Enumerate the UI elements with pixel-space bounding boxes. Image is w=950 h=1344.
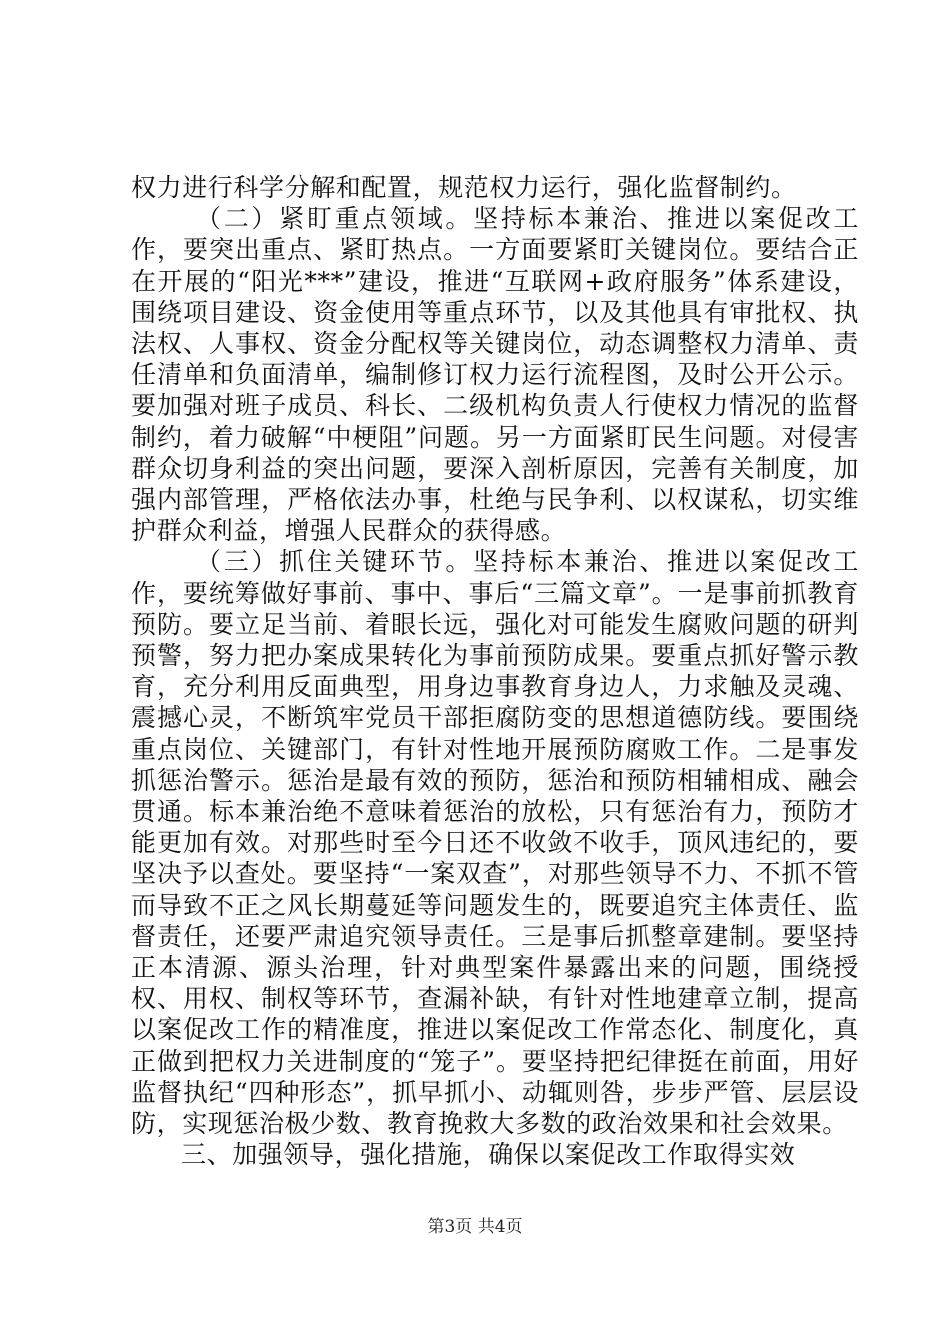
paragraph-continuation: 权力进行科学分解和配置，规范权力运行，强化监督制约。 — [131, 173, 797, 202]
section-heading: 三、加强领导，强化措施，确保以案促改工作取得实效 — [181, 1140, 796, 1170]
page-number: 第3页 共4页 — [427, 1217, 523, 1237]
document-body — [131, 172, 859, 1171]
paragraph-focus-areas: （二）紧盯重点领域。坚持标本兼治、推进以案促改工作，要突出重点、紧盯热点。一方面要紧盯关键岗位。要结合正在开展的“阳光***”建设，推进“互联网+政府服务”体系建设，围绕项目建设、资金使用等重点环节，以及其他具有审批权、执法权、人事权、资金分配权等关键岗位，动态调整权力清单、责任清单和负面清单，编制修订权力运行流程图，及时公开公示。要加强对班子成员、科长、二级机构负责人行使权力情况的监督制约，着力破解“中梗阻”问题。另一方面紧盯民生问题。对侵害群众切身利益的突出问题，要深入剖析原因，完善有关制度，加强内部管理，严格依法办事，杜绝与民争利、以权谋私，切实维护群众利益，增强人民群众的获得感。 — [131, 204, 859, 546]
paragraph-key-links: （三）抓住关键环节。坚持标本兼治、推进以案促改工作，要统筹做好事前、事中、事后“三篇文章”。一是事前抓教育预防。要立足当前、着眼长远，强化对可能发生腐败问题的研判预警，努力把办案成果转化为事前预防成果。要重点抓好警示教育，充分利用反面典型，用身边事教育身边人，力求触及灵魂、震撼心灵，不断筑牢党员干部拒腐防变的思想道德防线。要围绕重点岗位、关键部门，有针对性地开展预防腐败工作。二是事发抓惩治警示。惩治是最有效的预防，惩治和预防相辅相成、融会贯通。标本兼治绝不意味着惩治的放松，只有惩治有力，预防才能更加有效。对那些时至今日还不收敛不收手，顶风违纪的，要坚决予以查处。要坚持“一案双查”，对那些领导不力、不抓不管而导致不正之风长期蔓延等问题发生的，既要追究主体责任、监督责任，还要严肃追究领导责任。三是事后抓整章建制。要坚持正本清源、源头治理，针对典型案件暴露出来的问题，围绕授权、用权、制权等环节，查漏补缺，有针对性地建章立制，提高以案促改工作的精准度，推进以案促改工作常态化、制度化，真正做到把权力关进制度的“笼子”。要坚持把纪律挺在前面，用好监督执纪“四种形态”，抓早抓小、动辄则咎，步步严管、层层设防，实现惩治极少数、教育挽救大多数的政治效果和社会效果。 — [131, 547, 859, 1139]
